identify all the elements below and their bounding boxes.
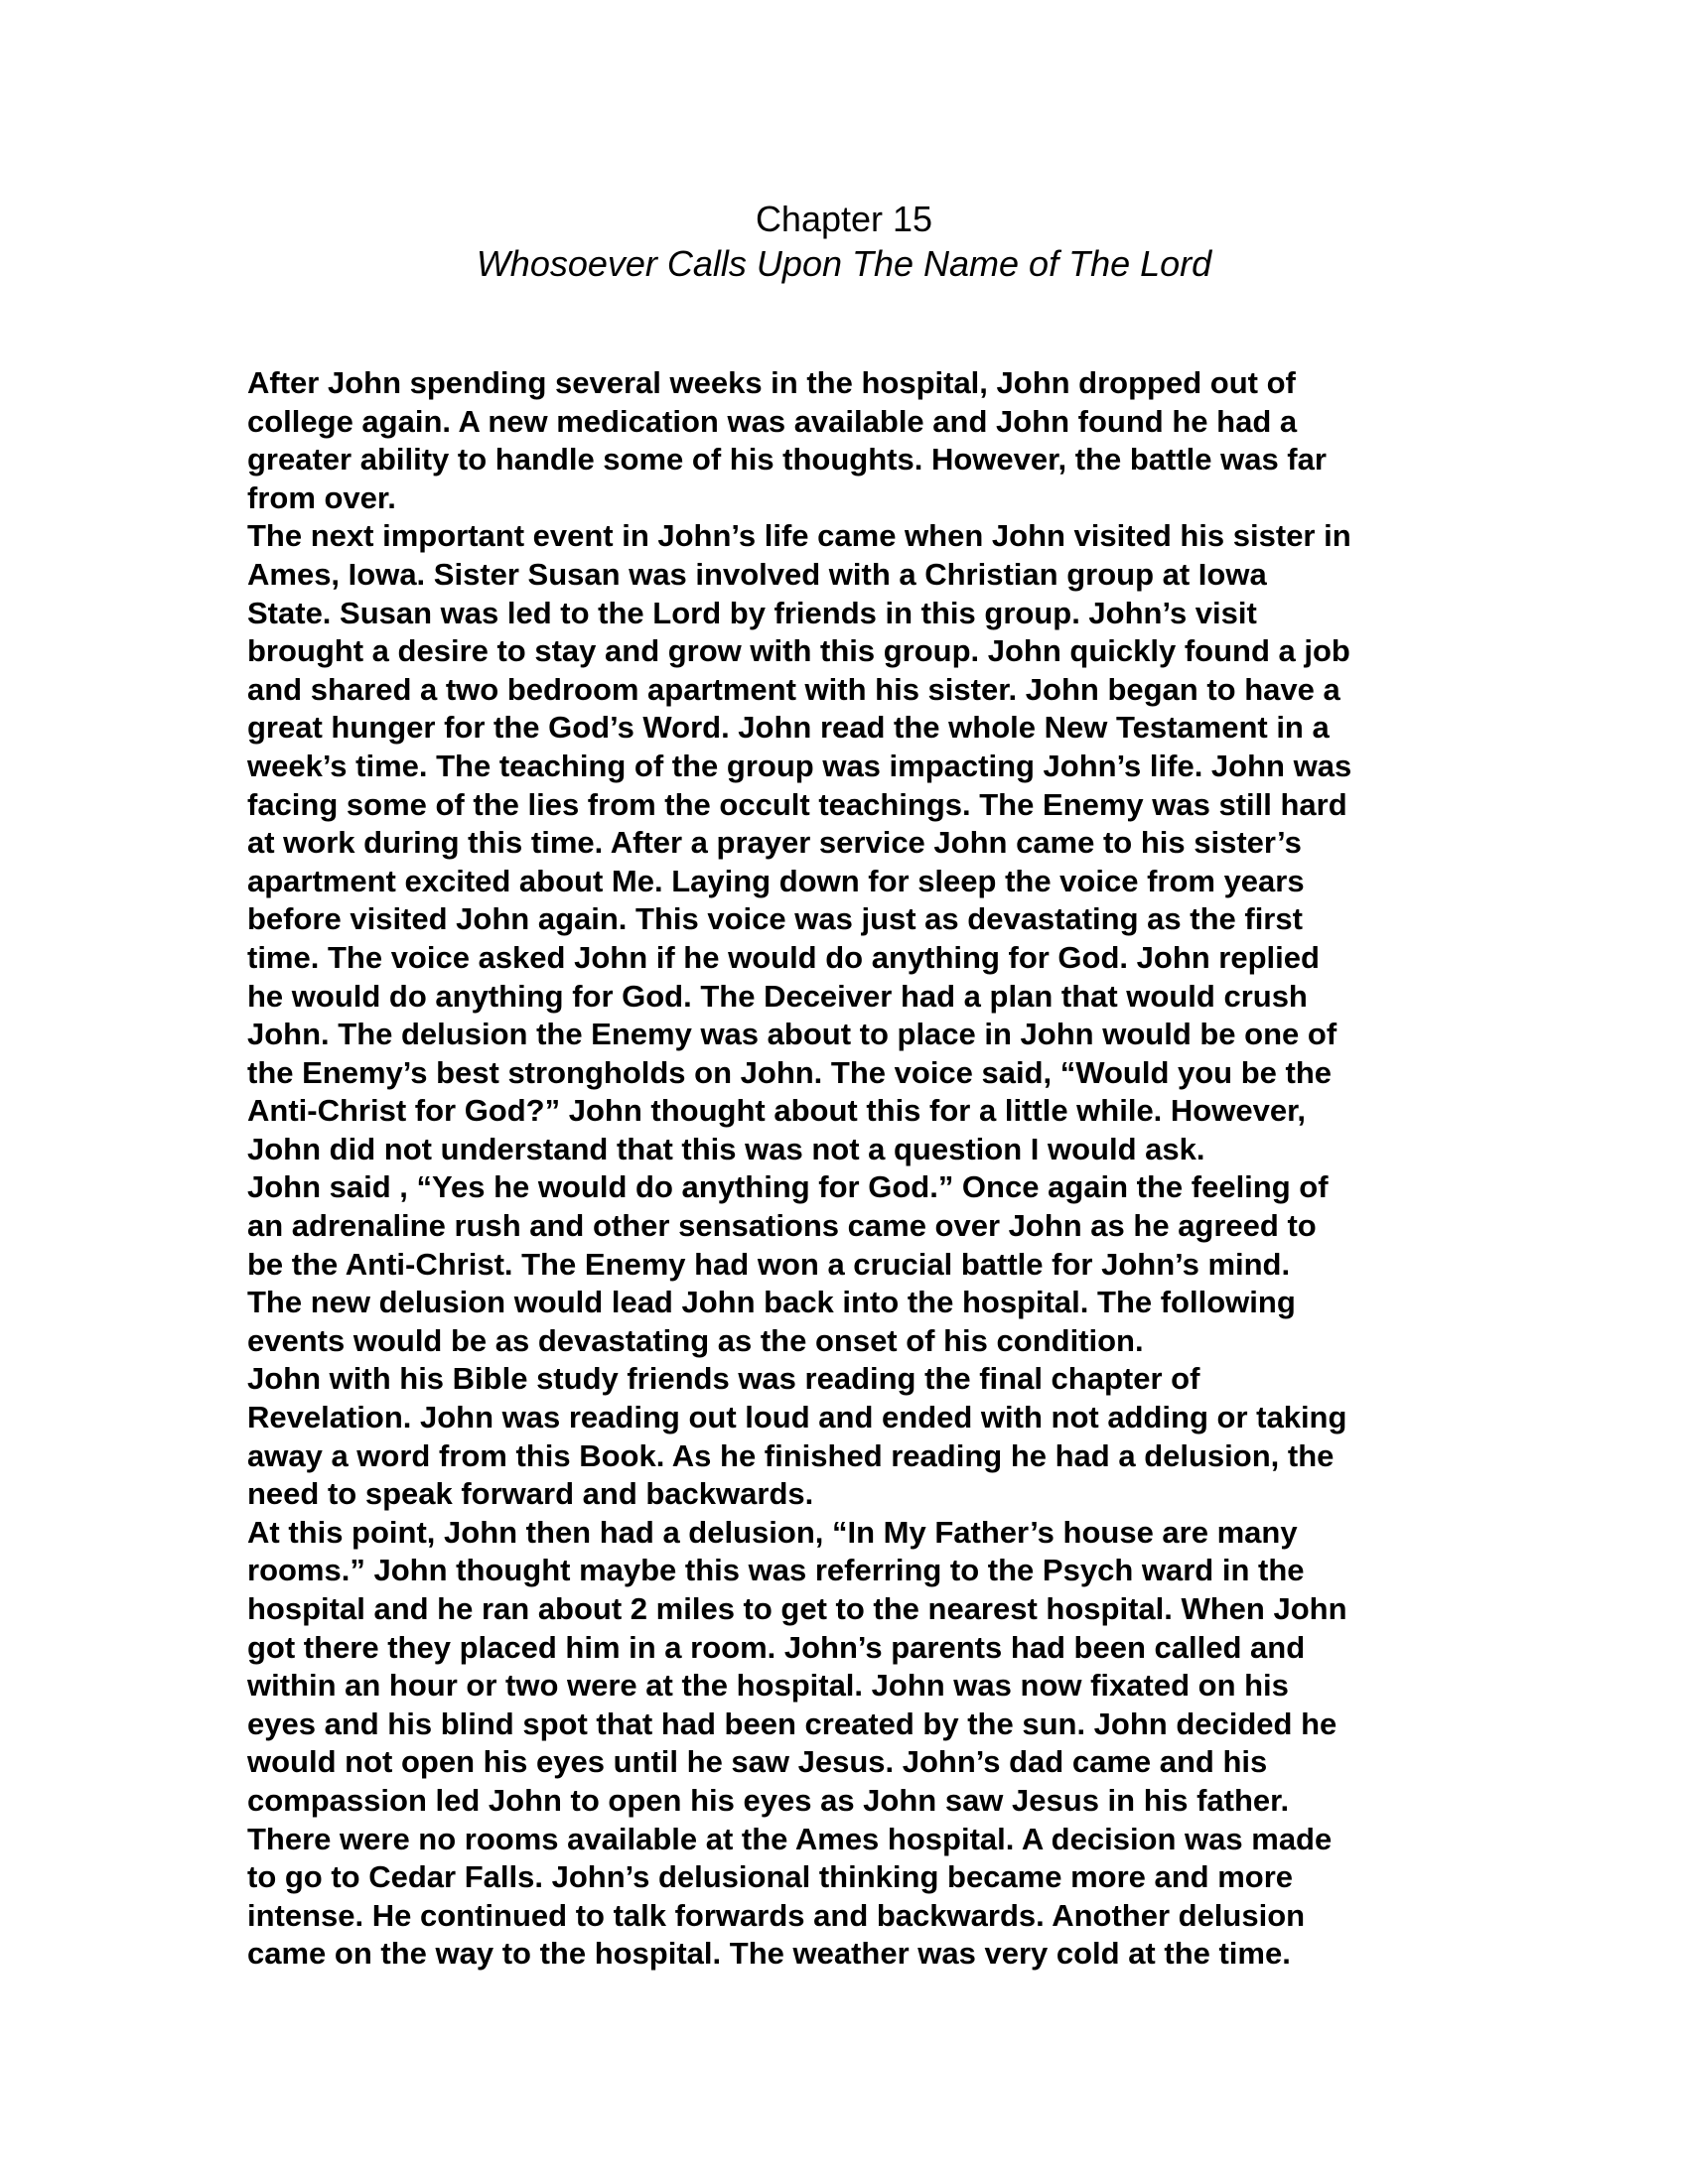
body-line: Anti-Christ for God?” John thought about this for a little while. However, [247, 1093, 1307, 1129]
body-line: be the Anti-Christ. The Enemy had won a crucial battle for John’s mind. [247, 1246, 1291, 1282]
body-line: facing some of the lies from the occult teachings. The Enemy was still hard [247, 786, 1347, 822]
body-line: events would be as devastating as the onset of his condition. [247, 1322, 1144, 1358]
body-line: greater ability to handle some of his thoughts. However, the battle was far [247, 442, 1327, 478]
body-line: college again. A new medication was available and John found he had a [247, 403, 1298, 439]
body-line: need to speak forward and backwards. [247, 1476, 814, 1512]
body-line: At this point, John then had a delusion, “In My Father’s house are many [247, 1514, 1298, 1550]
body-line: apartment excited about Me. Laying down for sleep the voice from years [247, 863, 1305, 898]
body-line: to go to Cedar Falls. John’s delusional thinking became more and more [247, 1859, 1294, 1895]
body-line: John. The delusion the Enemy was about to place in John would be one of [247, 1017, 1337, 1052]
body-line: There were no rooms available at the Ames hospital. A decision was made [247, 1821, 1333, 1856]
body-line: and shared a two bedroom apartment with his sister. John began to have a [247, 671, 1340, 707]
chapter-number: Chapter 15 [755, 199, 933, 239]
chapter-title: Whosoever Calls Upon The Name of The Lord [476, 243, 1212, 284]
body-line: brought a desire to stay and grow with this group. John quickly found a job [247, 633, 1350, 669]
body-line: Revelation. John was reading out loud and ended with not adding or taking [247, 1400, 1347, 1435]
body-line: compassion led John to open his eyes as John saw Jesus in his father. [247, 1782, 1290, 1818]
body-line: eyes and his blind spot that had been created by the sun. John decided he [247, 1706, 1337, 1741]
chapter-body [247, 364, 1469, 1974]
body-line: he would do anything for God. The Deceiver had a plan that would crush [247, 978, 1308, 1014]
body-line: State. Susan was led to the Lord by friends in this group. John’s visit [247, 595, 1257, 630]
body-line: at work during this time. After a prayer service John came to his sister’s [247, 825, 1302, 861]
body-line: the Enemy’s best strongholds on John. The voice said, “Would you be the [247, 1054, 1333, 1090]
body-line: within an hour or two were at the hospital. John was now fixated on his [247, 1668, 1289, 1704]
body-line: an adrenaline rush and other sensations came over John as he agreed to [247, 1208, 1317, 1244]
body-line: came on the way to the hospital. The weather was very cold at the time. [247, 1936, 1291, 1972]
body-line: away a word from this Book. As he finished reading he had a delusion, the [247, 1437, 1335, 1473]
body-line: time. The voice asked John if he would do anything for God. John replied [247, 939, 1320, 975]
body-line: from over. [247, 479, 396, 515]
body-line: would not open his eyes until he saw Jesus. John’s dad came and his [247, 1744, 1268, 1780]
body-line: rooms.” John thought maybe this was referring to the Psych ward in the [247, 1553, 1305, 1588]
body-line: week’s time. The teaching of the group was impacting John’s life. John was [247, 748, 1352, 783]
body-line: hospital and he ran about 2 miles to get to the nearest hospital. When John [247, 1591, 1347, 1626]
body-line: intense. He continued to talk forwards and backwards. Another delusion [247, 1897, 1306, 1933]
body-line: before visited John again. This voice was just as devastating as the first [247, 901, 1303, 937]
body-line: great hunger for the God’s Word. John read the whole New Testament in a [247, 710, 1330, 746]
body-line: John with his Bible study friends was reading the final chapter of [247, 1361, 1200, 1397]
body-line: John did not understand that this was not a question I would ask. [247, 1131, 1205, 1166]
body-line: got there they placed him in a room. John’s parents had been called and [247, 1629, 1306, 1665]
body-line: John said , “Yes he would do anything for God.” Once again the feeling of [247, 1169, 1329, 1205]
body-line: After John spending several weeks in the hospital, John dropped out of [247, 365, 1296, 400]
body-line: Ames, Iowa. Sister Susan was involved with a Christian group at Iowa [247, 556, 1267, 592]
body-line: The new delusion would lead John back into the hospital. The following [247, 1285, 1296, 1320]
body-line: The next important event in John’s life came when John visited his sister in [247, 518, 1351, 554]
